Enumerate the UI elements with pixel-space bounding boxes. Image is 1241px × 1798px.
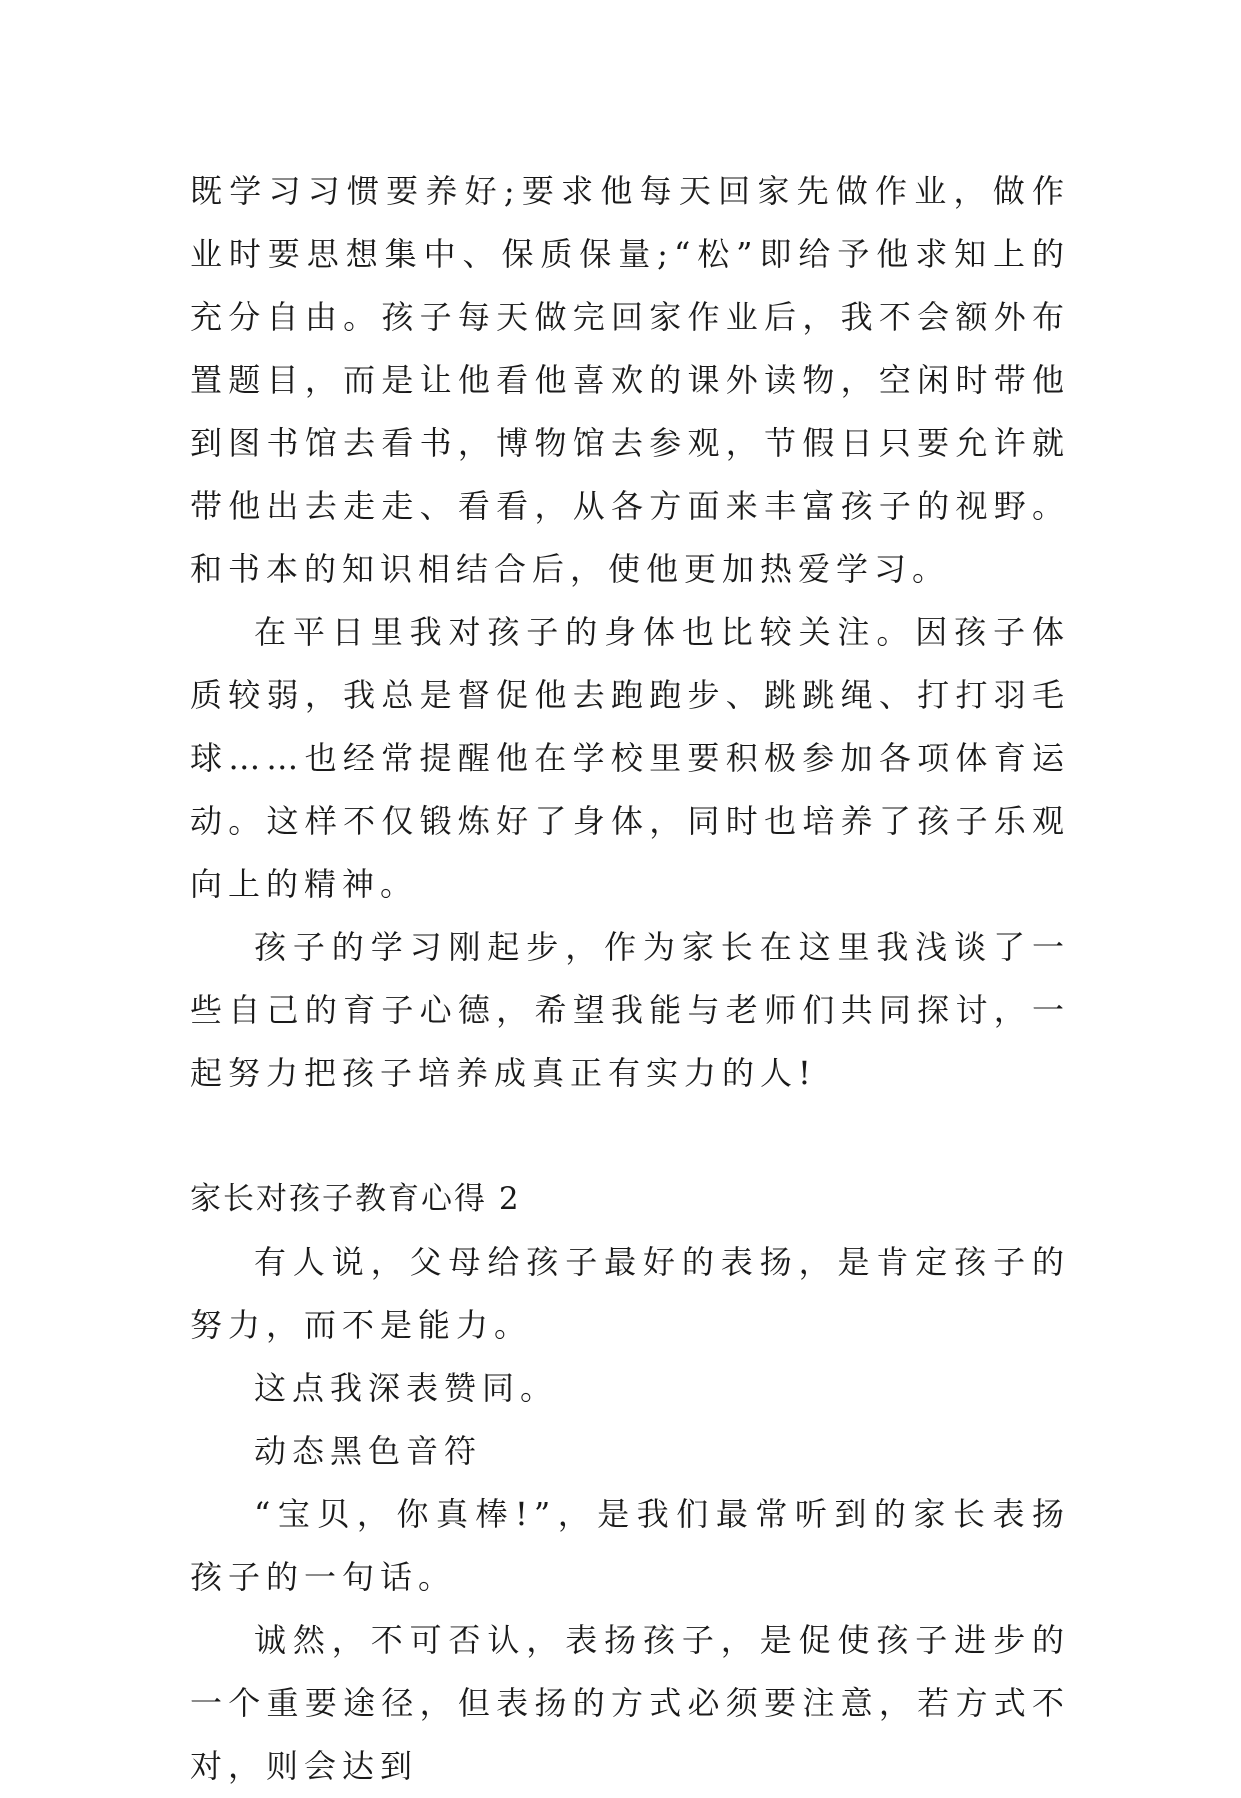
paragraph-watermark-line: 动态黑色音符 [254,1432,483,1470]
document-page [190,160,1070,1798]
paragraph-agree: 这点我深表赞同。 [254,1369,559,1407]
paragraph-conclusion: 孩子的学习刚起步，作为家长在这里我浅谈了一些自己的育子心德，希望我能与老师们共同探讨，一起努力把孩子培养成真正有实力的人! [190,928,1070,1092]
paragraph-praise-method: 诚然，不可否认，表扬孩子，是促使孩子进步的一个重要途径，但表扬的方式必须要注意，若方式不对，则会达到 [190,1621,1070,1785]
paragraph-baby-quote: “宝贝，你真棒!”，是我们最常听到的家长表扬孩子的一句话。 [190,1495,1070,1596]
paragraph-praise-effort: 有人说，父母给孩子最好的表扬，是肯定孩子的努力，而不是能力。 [190,1243,1070,1344]
paragraph-study-habits: 既学习习惯要养好;要求他每天回家先做作业，做作业时要思想集中、保质保量;“松”即给予他求知上的充分自由。孩子每天做完回家作业后，我不会额外布置题目，而是让他看他喜欢的课外读物，空闲时带他到图书馆去看书，博物馆去参观，节假日只要允许就带他出去走走、看看，从各方面来丰富孩子的视野。和书本的知识相结合后，使他更加热爱学习。 [190,172,1070,588]
paragraph-physical-health: 在平日里我对孩子的身体也比较关注。因孩子体质较弱，我总是督促他去跑跑步、跳跳绳、打打羽毛球……也经常提醒他在学校里要积极参加各项体育运动。这样不仅锻炼好了身体，同时也培养了孩子乐观向上的精神。 [190,613,1070,903]
section-title: 家长对孩子教育心得 2 [190,1181,521,1217]
